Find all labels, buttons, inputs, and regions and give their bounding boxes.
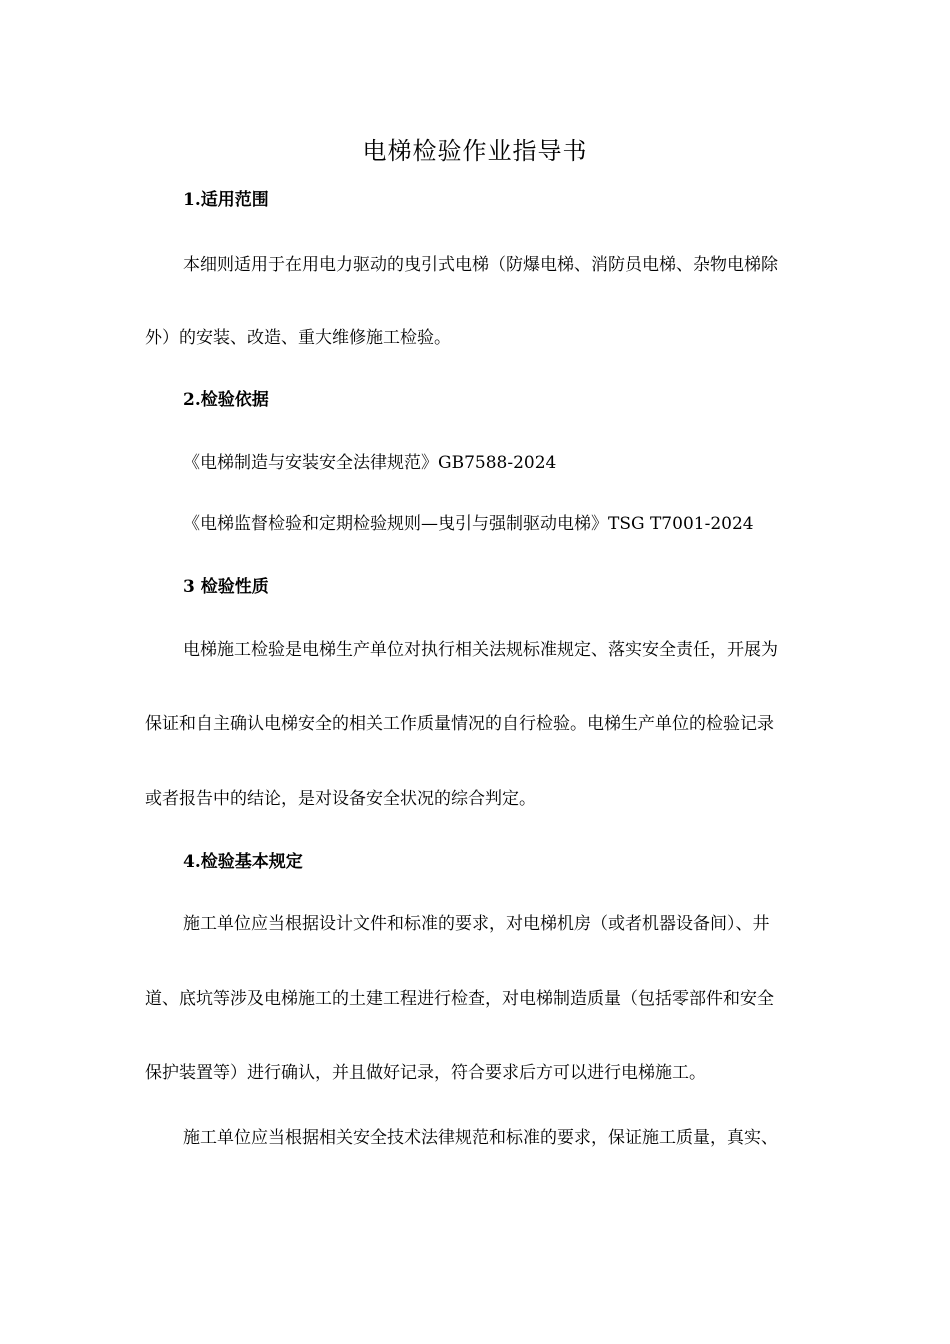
paragraph-line: 外）的安装、改造、重大维修施工检验。 (145, 328, 451, 348)
paragraph-line: 施工单位应当根据相关安全技术法律规范和标准的要求，保证施工质量，真实、 (183, 1128, 778, 1148)
reference-line: 《电梯制造与安装安全法律规范》GB7588-2024 (183, 453, 557, 473)
section-heading-rules: 4.检验基本规定 (183, 852, 303, 872)
paragraph-line: 保证和自主确认电梯安全的相关工作质量情况的自行检验。电梯生产单位的检验记录 (145, 714, 774, 734)
paragraph-line: 或者报告中的结论，是对设备安全状况的综合判定。 (145, 789, 536, 809)
section-heading-basis: 2.检验依据 (183, 390, 269, 410)
paragraph-line: 本细则适用于在用电力驱动的曳引式电梯（防爆电梯、消防员电梯、杂物电梯除 (183, 255, 778, 275)
paragraph-line: 电梯施工检验是电梯生产单位对执行相关法规标准规定、落实安全责任，开展为 (183, 640, 778, 660)
section-heading-scope: 1.适用范围 (183, 190, 269, 210)
section-heading-nature: 3 检验性质 (183, 577, 269, 597)
paragraph-line: 施工单位应当根据设计文件和标准的要求，对电梯机房（或者机器设备间）、井 (183, 914, 770, 934)
paragraph-line: 保护装置等）进行确认，并且做好记录，符合要求后方可以进行电梯施工。 (145, 1063, 706, 1083)
reference-line: 《电梯监督检验和定期检验规则—曳引与强制驱动电梯》TSG T7001-2024 (183, 514, 754, 534)
paragraph-line: 道、底坑等涉及电梯施工的土建工程进行检查，对电梯制造质量（包括零部件和安全 (145, 989, 774, 1009)
document-title: 电梯检验作业指导书 (362, 137, 588, 165)
